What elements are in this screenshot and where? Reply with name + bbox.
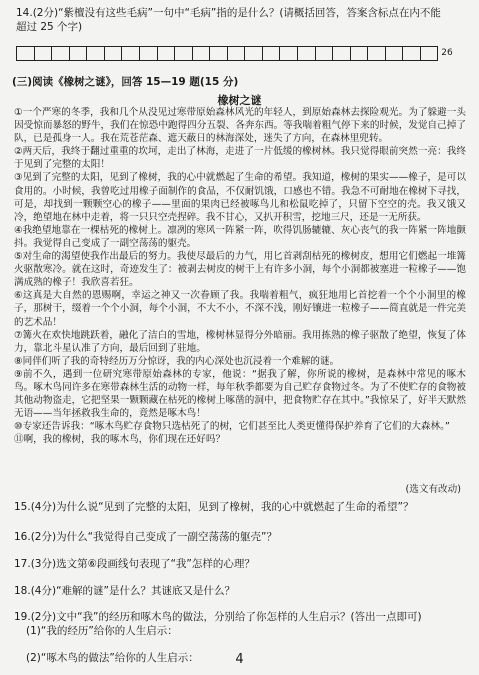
- answer-grid-cell[interactable]: [368, 47, 386, 60]
- page-number: 4: [235, 652, 244, 667]
- answer-grid-cell[interactable]: [386, 47, 404, 60]
- answer-grid-cell[interactable]: [140, 47, 158, 60]
- paragraph: ②两天后，我终于翻过重重的坎坷，走出了林海，走进了一片低缓的橡树林。我只觉得眼前突然一亮：我终于见到了完整的太阳！: [14, 146, 466, 171]
- paragraph: ⑩专家还告诉我：“啄木鸟贮存食物只选枯死了的树，它们甚至比人类更懂得保护养育了它们的大森林。”: [14, 421, 450, 433]
- paragraph: ⑦篝火在欢快地跳跃着，融化了洁白的雪地，橡树林显得分外暗丽。我用拣熟的橡子驱散了绝望，恢复了体力，靠北斗星认准了方向，最后回到了驻地。: [14, 329, 466, 354]
- answer-grid-cell[interactable]: [316, 47, 334, 60]
- answer-grid[interactable]: [16, 46, 456, 61]
- answer-grid-cell[interactable]: [228, 47, 246, 60]
- answer-grid-cell[interactable]: [105, 47, 123, 60]
- answer-grid-cell[interactable]: [87, 47, 105, 60]
- answer-grid-cell[interactable]: [210, 47, 228, 60]
- answer-grid-cell[interactable]: [263, 47, 281, 60]
- question-19-part2: (2)“啄木鸟的做法”给你的人生启示：: [26, 652, 199, 664]
- answer-grid-cell[interactable]: [351, 47, 369, 60]
- answer-grid-cell[interactable]: [52, 47, 70, 60]
- question-14-line1: 14.(2分)“紫檀没有这些毛病”一句中“毛病”指的是什么？(请概括回答，答案含标点在内不能: [16, 7, 441, 19]
- section-header: (三)阅读《橡树之谜》，回答 15—19 题(15 分): [12, 76, 239, 88]
- answer-grid-cell[interactable]: [245, 47, 263, 60]
- passage-title: 橡树之谜: [217, 94, 262, 107]
- answer-grid-cell[interactable]: [122, 47, 140, 60]
- paragraph: ⑨前不久，遇到一位研究寒带原始森林的专家，他说：“据我了解，你所说的橡树，是森林中常见的啄木鸟。啄木鸟同许多在寒带森林生活的动物一样，每年秋季都要为自己贮存食物过冬。为了不使贮存的食物被其他动物盗走，它把坚果一颗颗藏在枯死的橡树上啄凿的洞中，把食物贮存在其中。”我惊呆了，好半天默然无语——当年拯救我生命的，竟然是啄木鸟！: [14, 368, 466, 420]
- answer-grid-cell[interactable]: [17, 47, 35, 60]
- question-18: 18.(4分)“难解的谜”是什么？其谜底又是什么？: [14, 585, 235, 597]
- paragraph: ⑥这真是大自然的恩赐啊，幸运之神又一次眷顾了我。我喘着粗气，疯狂地用匕首挖着一个个小洞里的橡子，那树干，缀着一个个小洞，每个小洞，不大不小，不深不浅，刚好镶进一粒橡子——简直就是一件完美的艺术品！: [14, 290, 466, 328]
- paragraph: ③见到了完整的太阳，见到了橡树，我的心中就燃起了生命的希望。我知道，橡树的果实——橡子，是可以食用的。小时候，我曾吃过用橡子面制作的食品，不仅耐饥饿，口感也不错。我急不可耐地在橡树下寻找，可是，却找到一颗颗空心的橡子——里面的果肉已经被啄鸟儿和松鼠吃掉了，只留下空空的壳。我又饿又冷，绝望地在林中走着，将一只只空壳捏碎。我不甘心，又扒开积雪，挖地三尺，还是一无所获。: [14, 172, 466, 223]
- question-17: 17.(3分)选文第⑥段画线句表现了“我”怎样的心理？: [14, 558, 255, 570]
- answer-grid-cell[interactable]: [175, 47, 193, 60]
- paragraph: ⑪啊，我的橡树，我的啄木鸟，你们现在还好吗？: [14, 434, 226, 446]
- answer-grid-cell[interactable]: [298, 47, 316, 60]
- answer-grid-cell[interactable]: [421, 47, 439, 60]
- question-14-line2: 超过 25 个字): [16, 21, 83, 33]
- answer-grid-cell[interactable]: [333, 47, 351, 60]
- answer-grid-cell[interactable]: [158, 47, 176, 60]
- paragraph: ①一个严寒的冬季，我和几个从没见过寒带原始森林风光的年轻人，到原始森林去探险观光。为了躲避一头因受惊而暴怒的野牛，我们在惊恐中跑得四分五裂、各奔东西。等我喘着粗气停下来的时候，发觉自己掉了队，已是孤身一人。我在荒苍茫森、遮天蔽日的林海深处，迷失了方向，在森林里兜转。: [14, 107, 466, 145]
- answer-grid-cell[interactable]: [403, 47, 421, 60]
- passage: [14, 106, 466, 446]
- question-16: 16.(2分)为什么“我觉得自己变成了一副空荡荡的躯壳”？: [14, 531, 277, 543]
- grid-count-label: 26: [437, 46, 456, 61]
- paragraph: ⑧同伴们听了我的奇特经历万分惊讶，我的内心深处也沉浸着一个难解的谜。: [14, 355, 340, 367]
- paragraph: ④我绝望地靠在一棵枯死的橡树上。凛冽的寒风一阵紧一阵，吹得饥肠辘辘、灰心丧气的我一阵紧一阵地颤抖。我觉得自己变成了一副空荡荡的躯壳。: [14, 224, 466, 249]
- answer-grid-cell[interactable]: [193, 47, 211, 60]
- source-note: (选文有改动): [405, 484, 461, 495]
- paragraph: ⑤对生命的渴望使我作出最后的努力。我使尽最后的力气，用匕首剥刮枯死的橡树皮，想用它们燃起一堆篝火驱散寒冷。就在这时，奇迹发生了：被剥去树皮的树干上有许多小洞，每个小洞都被塞进一粒橡子——饱满成熟的橡子！我欣喜若狂。: [14, 251, 466, 289]
- question-19: 19.(2分)文中“我”的经历和啄木鸟的做法，分别给了你怎样的人生启示？(答出一点即可): [14, 611, 422, 623]
- question-19-part1: (1)“我的经历”给你的人生启示：: [26, 625, 178, 637]
- answer-grid-cell[interactable]: [35, 47, 53, 60]
- answer-grid-cell[interactable]: [70, 47, 88, 60]
- question-15: 15.(4分)为什么说“见到了完整的太阳，见到了橡树，我的心中就燃起了生命的希望”？: [14, 501, 414, 513]
- question-14: [16, 6, 466, 34]
- answer-grid-cell[interactable]: [280, 47, 298, 60]
